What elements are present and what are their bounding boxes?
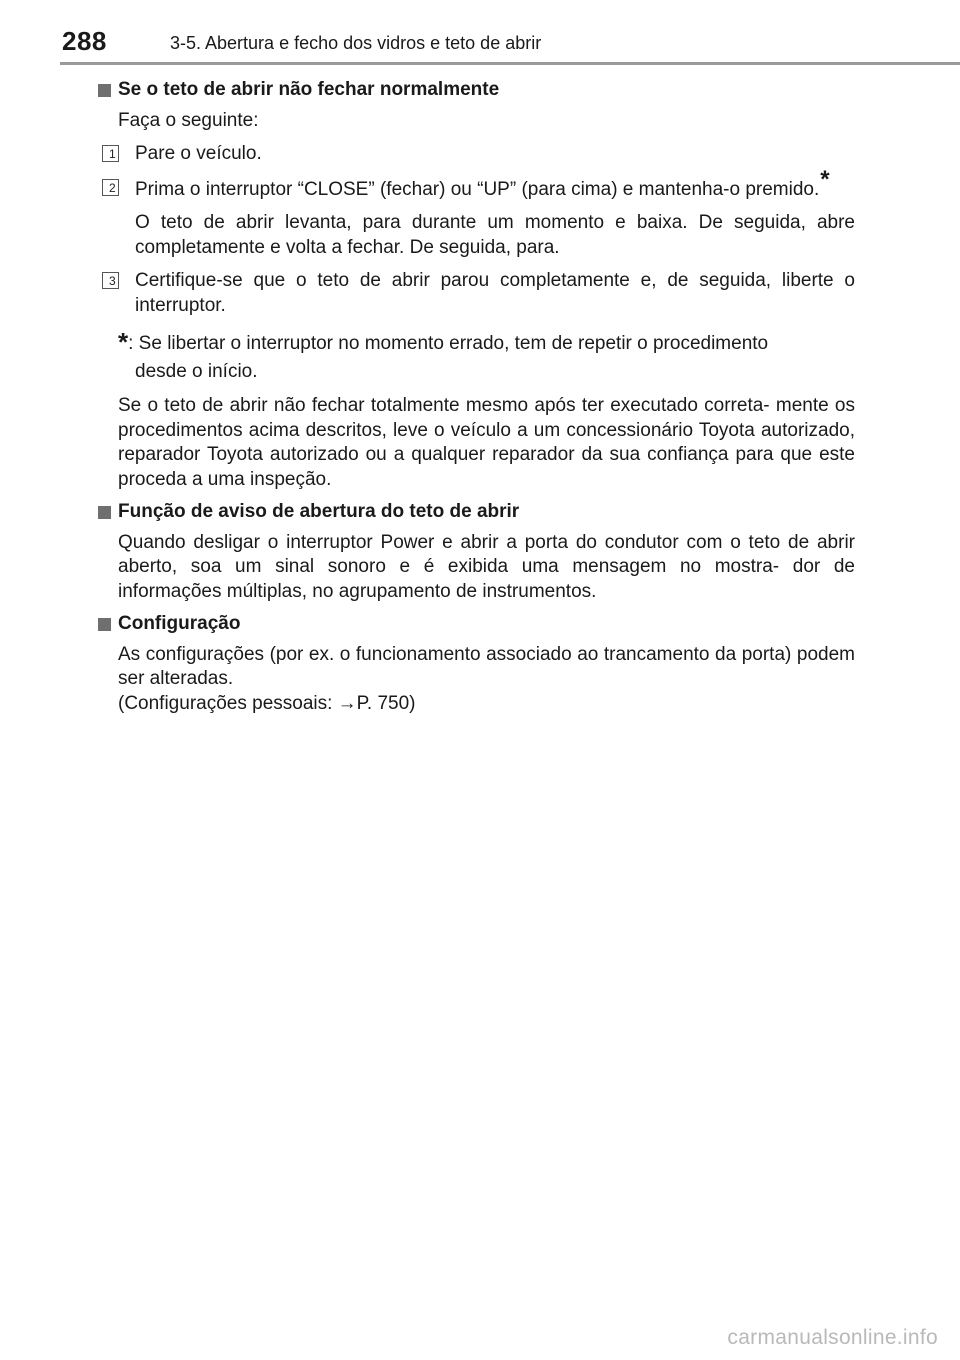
configuration-reference: (Configurações pessoais: →P. 750) [118,692,416,714]
closing-paragraph: Se o teto de abrir não fechar totalmente mesmo após ter executado correta- mente os procedimentos acima descritos, leve o veículo a um concessionário Toyota autorizado, reparador Toyota autorizado ou a qualquer reparador da sua confiança para que este proceda a uma inspeção. [118,395,855,490]
footnote-marker: * [820,165,830,193]
section-heading-warning [98,500,855,525]
page-number: 288 [62,26,107,56]
step-number-badge: 3 [102,272,119,289]
step-text: Prima o interruptor “CLOSE” (fechar) ou “UP” (para cima) e mantenha-o premido. [135,178,820,200]
square-bullet-icon [98,84,111,97]
step-number-badge: 2 [102,179,119,196]
footnote-line-2: desde o início. [135,361,258,382]
section-heading-text: Configuração [118,613,241,634]
step-text: Certifique-se que o teto de abrir parou completamente e, de seguida, liberte o interruptor. [135,270,855,316]
page-content [98,78,855,716]
section-heading-text: Se o teto de abrir não fechar normalmente [118,79,500,100]
header-divider [60,62,960,65]
square-bullet-icon [98,506,111,519]
intro-text: Faça o seguinte: [118,109,259,131]
watermark: carmanualsonline.info [727,1326,938,1349]
footnote-star: * [118,327,129,357]
step-3 [109,269,855,318]
warning-paragraph: Quando desligar o interruptor Power e abrir a porta do condutor com o teto de abrir aberto, soa um sinal sonoro e é exibida uma mensagem no mostra- dor de informações múltiplas, no agrupamento de instrumentos. [118,531,855,602]
square-bullet-icon [98,618,111,631]
footnote [118,328,855,386]
step-2-detail: O teto de abrir levanta, para durante um momento e baixa. De seguida, abre completamente e volta a fechar. De seguida, para. [135,212,855,258]
configuration-paragraph: As configurações (por ex. o funcionamento associado ao trancamento da porta) podem ser alteradas. [118,643,855,689]
section-heading-close-issue [98,78,855,103]
footnote-line-1: : Se libertar o interruptor no momento errado, tem de repetir o procedimento [128,333,769,354]
section-heading-configuration [98,612,855,637]
section-heading-text: Função de aviso de abertura do teto de abrir [118,501,520,522]
step-2 [109,165,855,203]
step-text: Pare o veículo. [135,143,262,164]
step-1 [109,142,855,167]
page-header [0,0,960,66]
section-title: 3-5. Abertura e fecho dos vidros e teto de abrir [170,33,542,53]
step-number-badge: 1 [102,145,119,162]
